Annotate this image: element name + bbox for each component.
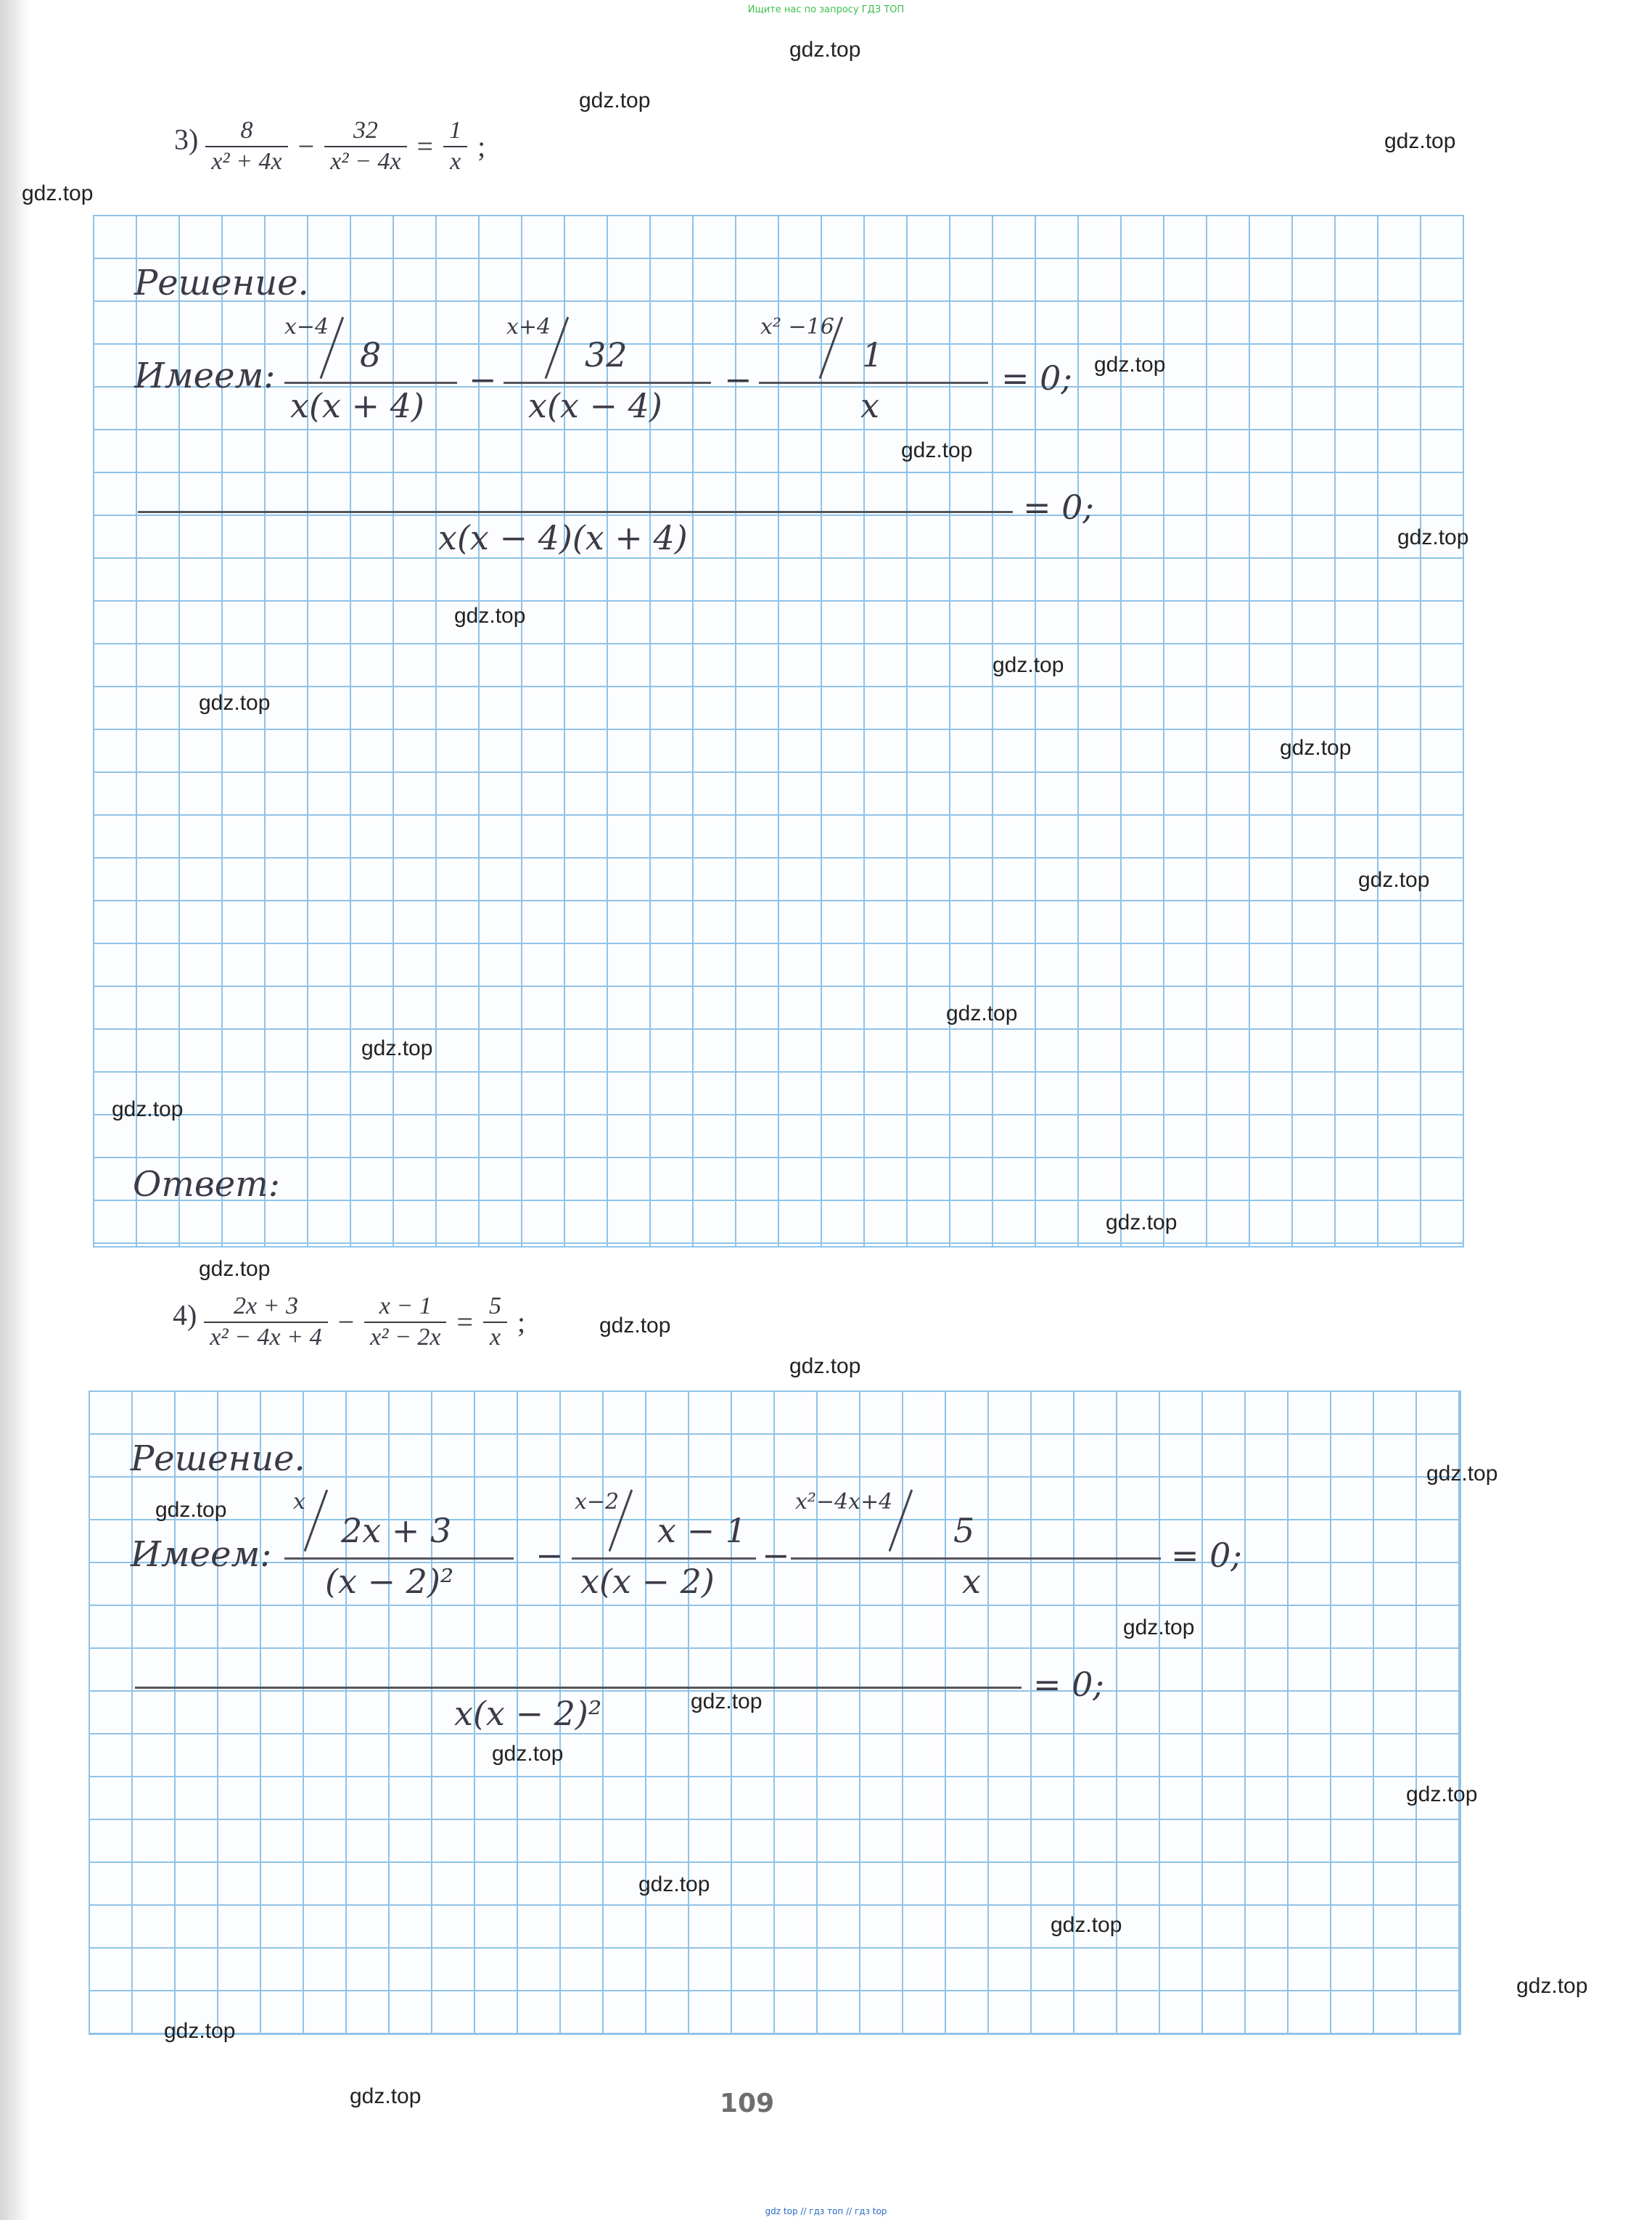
- watermark: gdz.top: [492, 1742, 564, 1766]
- denominator-3: x: [962, 1562, 981, 1601]
- numerator-3: 1: [862, 335, 884, 374]
- fraction-bar-3: [759, 382, 988, 384]
- fraction-bar-1: [284, 382, 457, 384]
- task-3-statement: 3) $\frac{8}{\text{x² + 4x}}$ − $\frac{32}{\text{x² − 4x}}$ = $\frac{1}{x}$ ;: [174, 116, 488, 177]
- numerator-2: 32: [585, 335, 628, 374]
- watermark: gdz.top: [22, 181, 94, 205]
- watermark: gdz.top: [993, 653, 1064, 677]
- equals-zero-2: = 0;: [1023, 488, 1094, 527]
- numerator-2: x − 1: [657, 1511, 747, 1550]
- fraction-1: $\frac{2x + 3}{\text{x² − 4x + 4}}$: [204, 1292, 327, 1353]
- grid-sheet-task-3: [93, 215, 1464, 1248]
- task-number: 3): [174, 123, 199, 156]
- page-edge-shadow: [0, 0, 30, 2220]
- denominator-3: x: [860, 386, 879, 425]
- fraction-bar-2: [572, 1557, 756, 1560]
- multiplier-3: x²−4x+4: [795, 1489, 893, 1515]
- header-note: Ищите нас по запросу ГДЗ ТОП: [747, 4, 905, 15]
- watermark: gdz.top: [901, 438, 973, 462]
- watermark: gdz.top: [1094, 353, 1166, 377]
- common-denominator: x(x − 4)(x + 4): [438, 518, 688, 557]
- minus-1: −: [469, 360, 497, 399]
- footer-note: gdz top // гдз топ // гдз top: [765, 2206, 887, 2216]
- watermark: gdz.top: [579, 89, 651, 112]
- watermark: gdz.top: [691, 1689, 763, 1713]
- numerator-1: 8: [360, 335, 382, 374]
- minus-2: −: [724, 360, 752, 399]
- numerator-3: 5: [953, 1511, 975, 1550]
- multiplier-1: x−4: [284, 314, 329, 340]
- watermark: gdz.top: [112, 1097, 184, 1121]
- fraction-bar-1: [284, 1557, 514, 1560]
- answer-label: Ответ:: [133, 1164, 280, 1205]
- task-4-statement: 4) $\frac{2x + 3}{\text{x² − 4x + 4}}$ − $\frac{x - 1}{\text{x² − 2x}}$ = $\frac{5}{x}$ ;: [173, 1292, 528, 1353]
- grid-sheet-task-4: [89, 1390, 1461, 2035]
- numerator-1: 2x + 3: [341, 1511, 452, 1550]
- have-label: Имеем:: [131, 1534, 272, 1575]
- watermark: gdz.top: [1280, 736, 1352, 760]
- multiplier-1: x: [293, 1489, 305, 1515]
- watermark: gdz.top: [599, 1314, 671, 1338]
- fraction-1: $\frac{8}{\text{x² + 4x}}$: [205, 116, 287, 177]
- fraction-3: $\frac{5}{x}$: [483, 1292, 507, 1353]
- multiplier-3: x² −16: [760, 314, 834, 340]
- watermark: gdz.top: [361, 1036, 433, 1060]
- watermark: gdz.top: [155, 1498, 227, 1522]
- denominator-2: x(x − 2): [580, 1562, 715, 1601]
- watermark: gdz.top: [789, 38, 861, 62]
- watermark: gdz.top: [1516, 1974, 1588, 1998]
- equals-zero-1: = 0;: [1171, 1536, 1242, 1575]
- denominator-1: (x − 2)²: [325, 1562, 454, 1601]
- have-label: Имеем:: [134, 356, 276, 396]
- watermark: gdz.top: [946, 1002, 1018, 1025]
- watermark: gdz.top: [199, 1257, 271, 1281]
- watermark: gdz.top: [1406, 1782, 1478, 1806]
- fraction-2: $\frac{x - 1}{\text{x² − 2x}}$: [364, 1292, 446, 1353]
- watermark: gdz.top: [1384, 129, 1456, 153]
- watermark: gdz.top: [1358, 868, 1430, 892]
- fraction-2: $\frac{32}{\text{x² − 4x}}$: [324, 116, 406, 177]
- watermark: gdz.top: [164, 2019, 236, 2043]
- minus-2: −: [762, 1536, 790, 1575]
- watermark: gdz.top: [1051, 1913, 1122, 1937]
- combined-fraction-bar: [138, 511, 1013, 513]
- task-number: 4): [173, 1298, 197, 1332]
- equals-zero-1: = 0;: [1001, 359, 1072, 398]
- watermark: gdz.top: [1397, 525, 1469, 549]
- solution-label: Решение.: [134, 263, 309, 303]
- equals-zero-2: = 0;: [1033, 1665, 1104, 1704]
- minus-1: −: [535, 1536, 564, 1575]
- watermark: gdz.top: [789, 1354, 861, 1378]
- watermark: gdz.top: [1123, 1615, 1195, 1639]
- fraction-bar-2: [504, 382, 711, 384]
- fraction-bar-3: [791, 1557, 1161, 1560]
- common-denominator: x(x − 2)²: [454, 1694, 602, 1733]
- page-number: 109: [720, 2089, 775, 2118]
- watermark: gdz.top: [638, 1872, 710, 1896]
- watermark: gdz.top: [454, 604, 526, 628]
- solution-label: Решение.: [131, 1438, 305, 1479]
- fraction-3: $\frac{1}{x}$: [443, 116, 467, 177]
- watermark: gdz.top: [1106, 1211, 1178, 1234]
- watermark: gdz.top: [350, 2084, 422, 2108]
- denominator-1: x(x + 4): [290, 386, 424, 425]
- watermark: gdz.top: [199, 691, 271, 715]
- multiplier-2: x+4: [506, 314, 551, 340]
- multiplier-2: x−2: [575, 1489, 620, 1515]
- combined-fraction-bar: [135, 1687, 1022, 1689]
- denominator-2: x(x − 4): [528, 386, 662, 425]
- watermark: gdz.top: [1426, 1462, 1498, 1486]
